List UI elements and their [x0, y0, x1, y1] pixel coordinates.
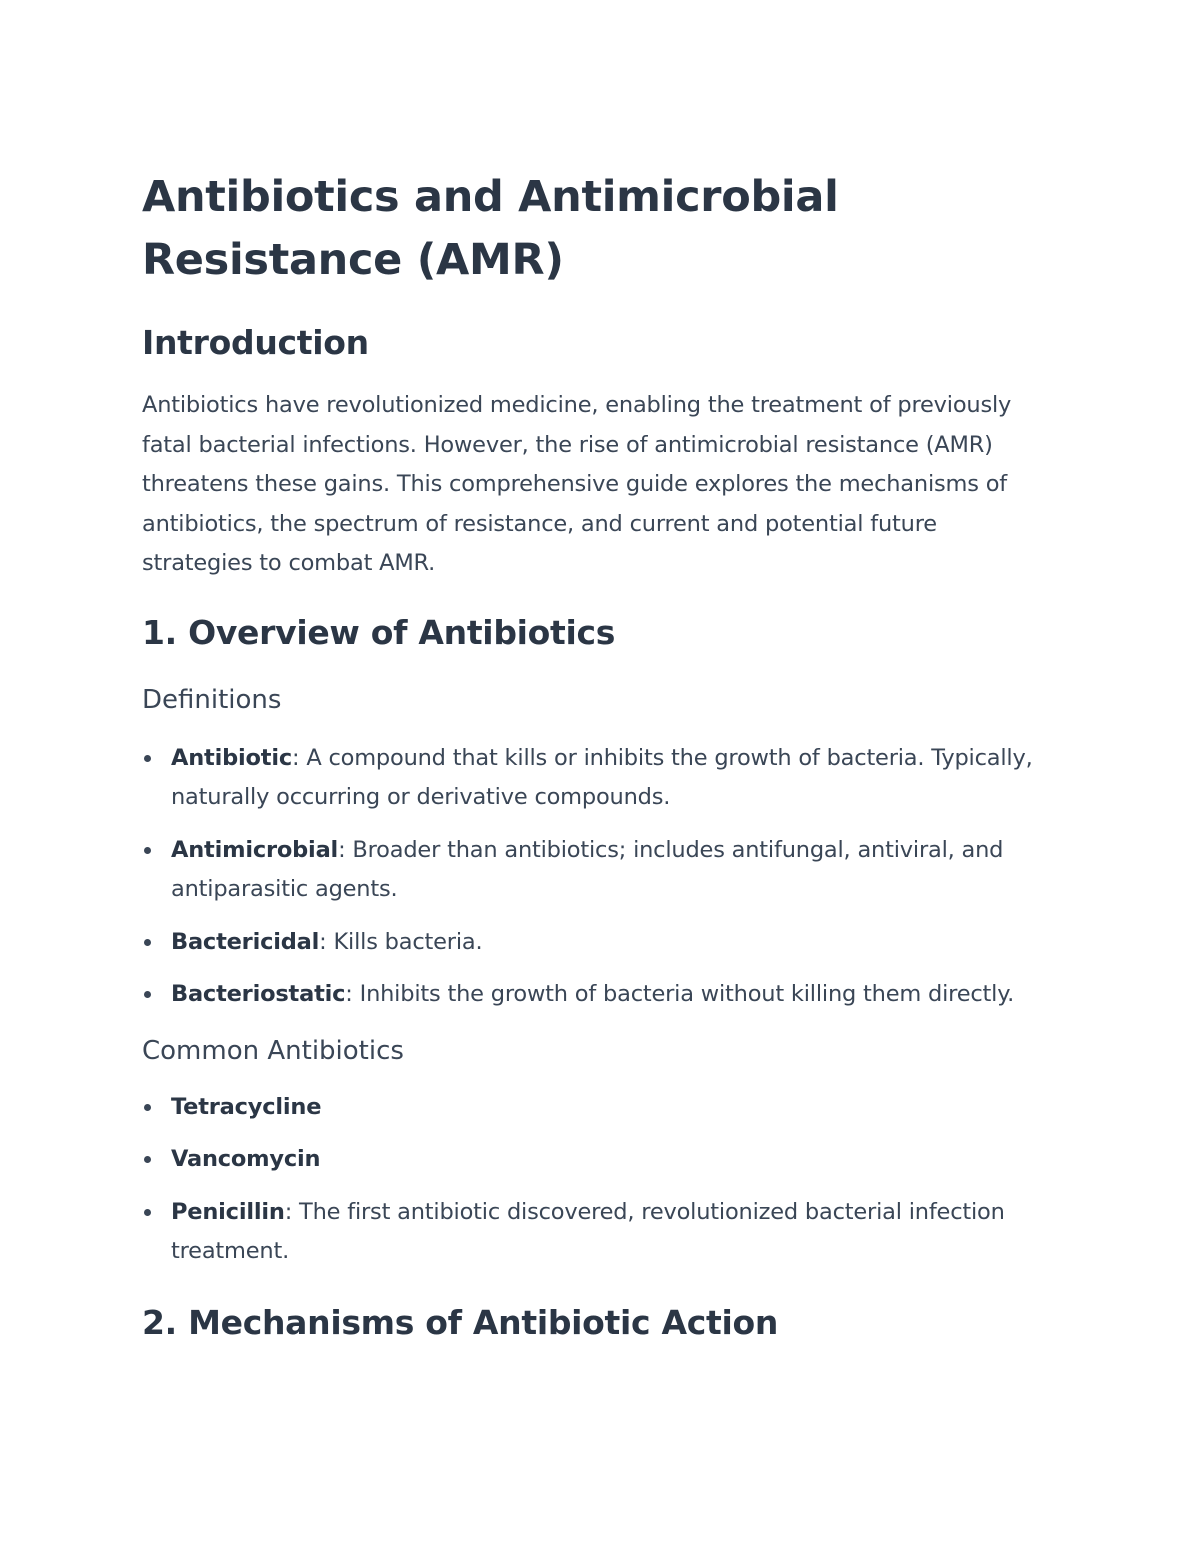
- list-item: [142, 923, 1040, 963]
- common-antibiotics-heading: Common Antibiotics: [142, 1035, 404, 1066]
- list-item: [142, 739, 1040, 818]
- bullet-icon: [144, 1209, 151, 1216]
- list-item: [142, 831, 1040, 910]
- common-antibiotics-list: [142, 1088, 1040, 1272]
- introduction-paragraph: Antibiotics have revolutionized medicine, enabling the treatment of previously fatal bacterial infections. However, the rise of antimicrobial resistance (AMR) threatens these gains. This comprehensive guide explores the mechanisms of antibiotics, the spectrum of resistance, and current and potential future strategies to combat AMR.: [142, 392, 1012, 576]
- list-item: [142, 975, 1040, 1015]
- list-item-text: : A compound that kills or inhibits the growth of bacteria. Typically, naturally occurring or derivative compounds.: [171, 744, 1033, 810]
- list-item-term: Vancomycin: [171, 1146, 321, 1172]
- list-item: [142, 1140, 1040, 1180]
- bullet-icon: [144, 755, 151, 762]
- definitions-heading: Definitions: [142, 684, 282, 715]
- bullet-icon: [144, 847, 151, 854]
- list-item-term: Antibiotic: [171, 744, 292, 771]
- bullet-icon: [144, 939, 151, 946]
- list-item-text: : Kills bacteria.: [319, 928, 483, 955]
- list-item: [142, 1088, 1040, 1128]
- list-item-term: Bactericidal: [171, 928, 320, 955]
- list-item-text: : Inhibits the growth of bacteria without killing them directly.: [345, 981, 1015, 1007]
- bullet-icon: [144, 1104, 151, 1111]
- list-item-text: : The first antibiotic discovered, revolutionized bacterial infection treatment.: [171, 1198, 1005, 1264]
- list-item-term: Penicillin: [171, 1198, 285, 1225]
- list-item-term: Antimicrobial: [171, 836, 339, 863]
- definitions-list: [142, 739, 1040, 1015]
- bullet-icon: [144, 1156, 151, 1163]
- list-item-term: Tetracycline: [171, 1093, 322, 1120]
- mechanisms-heading: 2. Mechanisms of Antibiotic Action: [142, 1302, 779, 1342]
- overview-heading: 1. Overview of Antibiotics: [142, 612, 616, 652]
- list-item-term: Bacteriostatic: [171, 981, 346, 1007]
- document-title: Antibiotics and Antimicrobial Resistance (AMR): [142, 172, 839, 285]
- list-item: [142, 1193, 1040, 1272]
- list-item-text: : Broader than antibiotics; includes antifungal, antiviral, and antiparasitic agents.: [171, 836, 1004, 902]
- introduction-heading: Introduction: [142, 323, 369, 362]
- bullet-icon: [144, 991, 151, 998]
